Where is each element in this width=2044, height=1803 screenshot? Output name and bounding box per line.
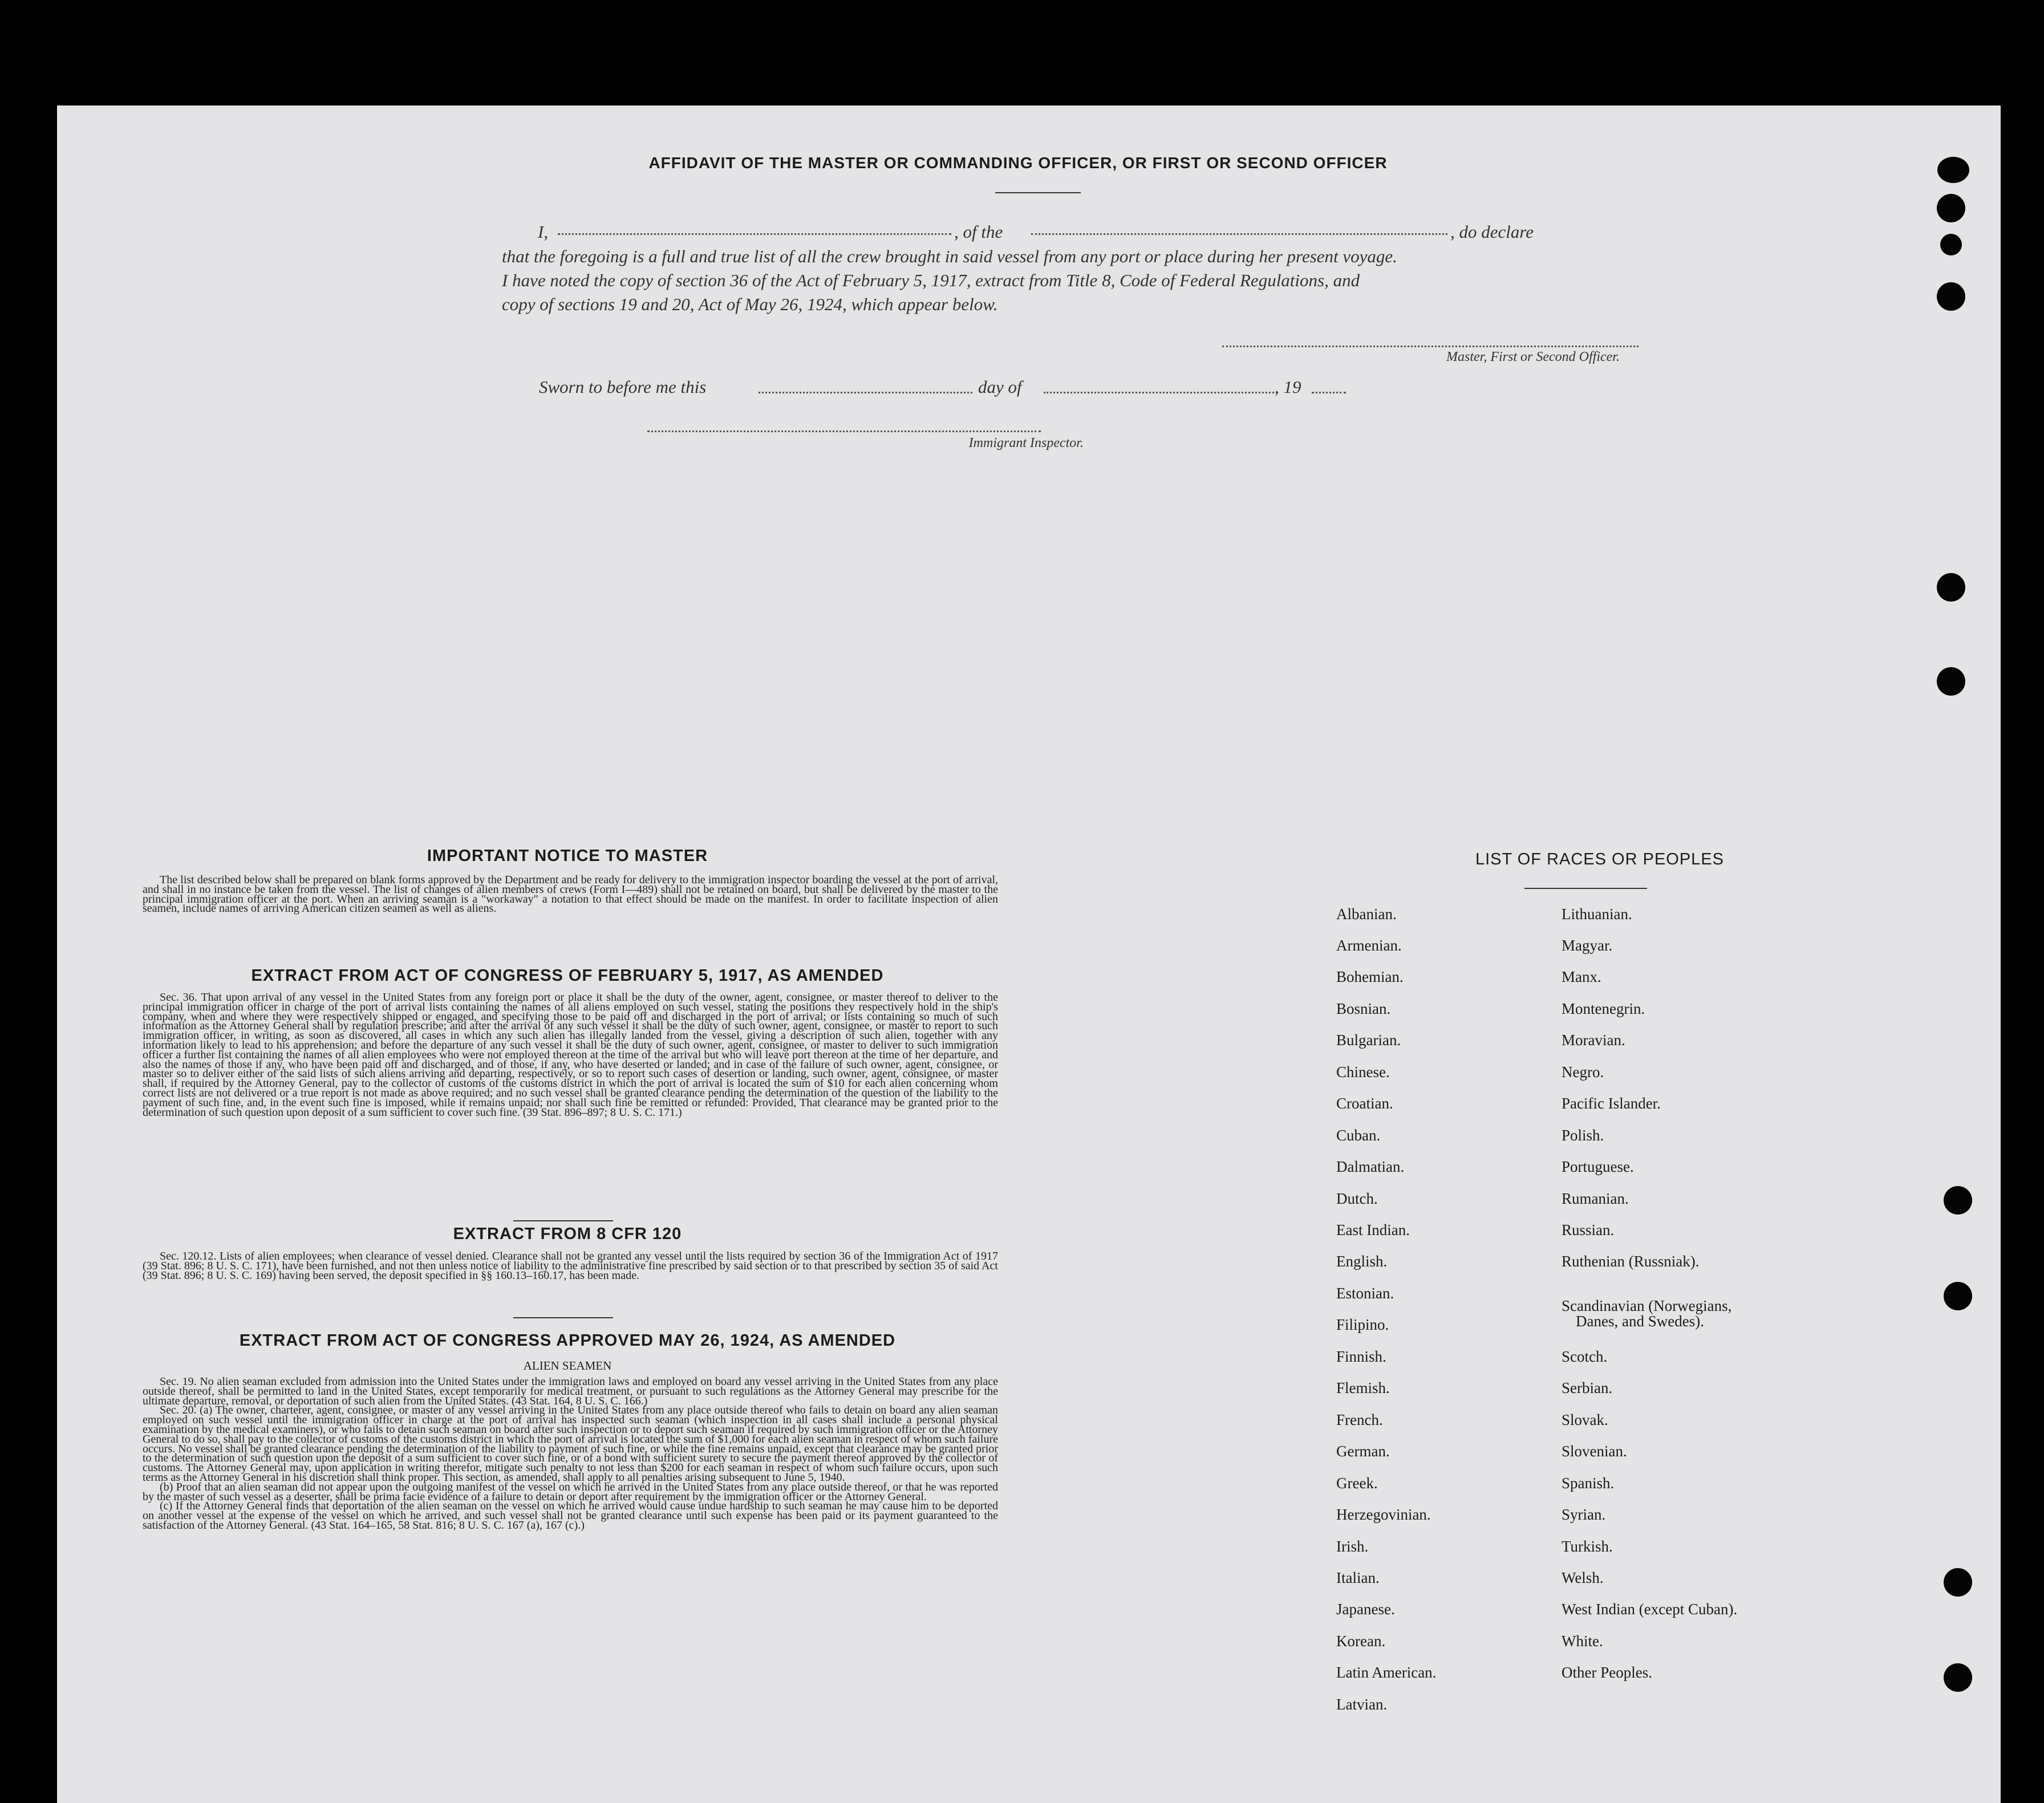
race-item: East Indian. — [1336, 1221, 1410, 1238]
section-divider — [513, 1220, 613, 1221]
race-item: Bohemian. — [1336, 968, 1404, 985]
of-the-label: , of the — [954, 222, 1003, 242]
punch-hole — [1937, 157, 1969, 183]
race-item: Italian. — [1336, 1569, 1380, 1586]
race-item: German. — [1336, 1443, 1390, 1460]
punch-hole — [1944, 1663, 1972, 1692]
extract-1917-body — [143, 993, 998, 1117]
sworn-line — [539, 375, 1406, 399]
section-20c-paragraph: (c) If the Attorney General finds that deportation of the alien seaman on the vessel on which he arrived would cause undue hardship to such seaman he may cause him to be deported on another vessel at the expense of the vessel on which he arrived, and such vessel shall not be granted clearance until such expense has been paid or its payment guaranteed to the satisfaction of the Attorney General. (43 Stat. 164–165, 58 Stat. 816; 8 U. S. C. 167 (a), 167 (c).) — [143, 1500, 998, 1532]
year-prefix-label: , 19 — [1275, 377, 1301, 397]
punch-hole — [1940, 234, 1962, 255]
race-item: Ruthenian (Russniak). — [1562, 1253, 1700, 1270]
notice-paragraph: The list described below shall be prepared on blank forms approved by the Department and be ready for delivery to the immigration inspector boarding the vessel at the port of arrival, and shall in no instance be taken from the vessel. The list of changes of alien members of crews (Form I—489) shall not be retained on board, but shall be delivered by the master to the principal immigration officer at the port. When an arriving seaman is a "workaway" a notation to that effect should be made on the manifest. In order to facilitate inspection of alien seamen, include names of arriving American citizen seamen as well as aliens. — [143, 874, 998, 915]
race-item: Albanian. — [1336, 905, 1397, 923]
day-of-label: day of — [978, 377, 1022, 397]
race-item: Slovenian. — [1562, 1443, 1627, 1460]
race-item: Bosnian. — [1336, 1000, 1391, 1017]
extract-1924-title: EXTRACT FROM ACT OF CONGRESS APPROVED MAY 26, 1924, AS AMENDED — [239, 1331, 896, 1350]
section-20a-paragraph: Sec. 20. (a) The owner, charterer, agent, consignee, or master of any vessel arriving in the United States from any place outside thereof who fails to detain on board any alien seaman employed on such vessel until the immigration officer in charge at the port of arrival has inspected such seaman (which inspection in all cases shall include a personal physical examination by the medical examiners), or who fails to detain such seaman on board after such inspection or to deport such seaman if required by such immigration officer or the Attorney General to do so, shall pay to the collector of customs of the customs district in which the port of arrival is located the sum of $1,000 for each alien seaman in respect of whom such failure occurs. No vessel shall be granted clearance pending the determination of the liability to payment of such fine, or while the fine remains unpaid, except that clearance may be granted prior to the determination of such question upon the deposit of a sum sufficient to cover such fine, or of a bond with sufficient surety to secure the payment thereof approved by the collector of customs. The Attorney General may, upon application in writing therefor, mitigate such penalty to not less than $200 for each seaman in respect of whom such failure occurs, upon such terms as the Attorney General in his discretion shall think proper. This section, as amended, shall apply to all penalties arising subsequent to June 5, 1940. — [143, 1404, 998, 1484]
affidavit-title: AFFIDAVIT OF THE MASTER OR COMMANDING OFFICER, OR FIRST OR SECOND OFFICER — [648, 154, 1388, 172]
punch-hole — [1937, 667, 1965, 696]
notice-title: IMPORTANT NOTICE TO MASTER — [427, 847, 708, 865]
race-item: Pacific Islander. — [1562, 1095, 1661, 1112]
race-item: Finnish. — [1336, 1348, 1386, 1365]
race-item: Dalmatian. — [1336, 1158, 1405, 1175]
race-item: Russian. — [1562, 1221, 1615, 1238]
vessel-name-field[interactable] — [1031, 233, 1447, 235]
section-divider — [513, 1317, 613, 1318]
race-item: Dutch. — [1336, 1190, 1378, 1207]
race-item: Negro. — [1562, 1063, 1604, 1081]
extract-1917-title: EXTRACT FROM ACT OF CONGRESS OF FEBRUARY 5, 1917, AS AMENDED — [251, 967, 884, 985]
punch-hole — [1937, 282, 1965, 311]
race-item: Filipino. — [1336, 1316, 1389, 1333]
race-item: Portuguese. — [1562, 1158, 1634, 1175]
race-item: Latin American. — [1336, 1664, 1437, 1681]
race-item: Welsh. — [1562, 1569, 1604, 1586]
section-36-paragraph: Sec. 36. That upon arrival of any vessel in the United States from any foreign port or place it shall be the duty of the owner, agent, consignee, or master thereof to deliver to the principal immigration officer in charge of the port of arrival lists containing the names of all aliens employed on such vessel, stating the positions they respectively hold in the ship's company, when and where they were respectively shipped or engaged, and specifying those to be paid off and discharged in the port of arrival; or lists containing so much of such information as the Attorney General shall by regulation prescribe; and after the arrival of any such vessel it shall be the duty of such owner, agent, consignee, or master to report to such immigration officer, in writing, as soon as discovered, all cases in which any such alien has illegally landed from the vessel, giving a description of such alien, together with any information likely to lead to his apprehension; and before the departure of any such vessel it shall be the duty of such owner, agent, consignee, or master to deliver to such immigration officer a further list containing the names of all alien employees who were not employed thereon at the time of the arrival but who will leave port thereon at the time of her departure, and also the names of those if any, who have been paid off and discharged, and of those, if any, who have deserted or landed; and in case of the failure of such owner, agent, consignee, or master so to deliver either of the said lists of such aliens arriving and departing, respectively, or so to report such cases of desertion or landing, such owner, agent, consignee, or master shall, if required by the Attorney General, pay to the collector of customs of the customs district in which the port of arrival is located the sum of $10 for each alien concerning whom correct lists are not delivered or a true report is not made as above required; and no such vessel shall be granted clearance pending the determination of the question of the liability to the payment of such fine, and, in the event such fine is imposed, while it remains unpaid; nor shall such fine be remitted or refunded: Provided, That clearance may be granted prior to the determination of such question upon deposit of a sum sufficient to cover such fine. (39 Stat. 896–897; 8 U. S. C. 171.) — [143, 991, 998, 1119]
race-item: Korean. — [1336, 1633, 1386, 1650]
race-item: Herzegovinian. — [1336, 1506, 1431, 1523]
race-item: Chinese. — [1336, 1063, 1390, 1081]
race-item: West Indian (except Cuban). — [1562, 1601, 1738, 1618]
race-item: Croatian. — [1336, 1095, 1393, 1112]
declarant-prefix: I, — [538, 222, 549, 242]
race-item: Estonian. — [1336, 1285, 1394, 1302]
affidavit-title-rule — [995, 192, 1081, 193]
race-item: Bulgarian. — [1336, 1032, 1401, 1049]
race-item: Slovak. — [1562, 1411, 1608, 1428]
section-20b-paragraph: (b) Proof that an alien seaman did not appear upon the outgoing manifest of the vessel on which he arrived in the United States from any place outside thereof, or that he was reported by the master of such vessel as a deserter, shall be prima facie evidence of a failure to detain or deport after requirement by the immigration officer or the Attorney General. — [143, 1480, 998, 1503]
inspector-signature-label: Immigrant Inspector. — [968, 436, 1084, 450]
affidavit-line2: that the foregoing is a full and true list of all the crew brought in said vessel from any port or place during her present voyage. — [502, 246, 1397, 266]
race-item: Flemish. — [1336, 1379, 1390, 1396]
declarant-name-field[interactable] — [558, 233, 951, 235]
officer-signature-label: Master, First or Second Officer. — [1446, 350, 1620, 364]
race-item: Irish. — [1336, 1538, 1369, 1555]
extract-cfr-body — [143, 1252, 998, 1280]
sworn-day-field[interactable] — [759, 392, 972, 393]
race-item: Serbian. — [1562, 1379, 1613, 1396]
race-item: Moravian. — [1562, 1032, 1625, 1049]
races-title: LIST OF RACES OR PEOPLES — [1475, 850, 1725, 868]
race-item: Scandinavian (Norwegians, — [1562, 1297, 1732, 1314]
race-item: Rumanian. — [1562, 1190, 1629, 1207]
extract-1924-subtitle: ALIEN SEAMEN — [523, 1359, 612, 1372]
race-item: Japanese. — [1336, 1601, 1395, 1618]
race-item: Syrian. — [1562, 1506, 1606, 1523]
race-item: Armenian. — [1336, 937, 1402, 954]
section-120-paragraph: Sec. 120.12. Lists of alien employees; when clearance of vessel denied. Clearance shall not be granted any vessel until the lists required by section 36 of the Immigration Act of 1917 (39 Stat. 896; 8 U. S. C. 171), have been furnished, and not then unless notice of liability to the administrative fine prescribed by said section or to that prescribed by section 35 of said Act (39 Stat. 896; 8 U. S. C. 169) having been served, the deposit specified in §§ 160.13–160.17, has been made. — [143, 1250, 998, 1282]
race-item: Scotch. — [1562, 1348, 1608, 1365]
race-item: Polish. — [1562, 1127, 1604, 1144]
race-item: Manx. — [1562, 968, 1601, 985]
race-item: Other Peoples. — [1562, 1664, 1652, 1681]
sworn-label: Sworn to before me this — [539, 377, 707, 397]
section-19-paragraph: Sec. 19. No alien seaman excluded from admission into the United States under the immigration laws and employed on board any vessel arriving in the United States from any place outside thereof, shall be permitted to land in the United States, except temporarily for medical treatment, or pursuant to such regulations as the Attorney General may prescribe for the ultimate departure, removal, or deportation of such alien from the United States. (43 Stat. 164, 8 U. S. C. 166.) — [143, 1375, 998, 1407]
inspector-signature-field[interactable] — [647, 431, 1041, 432]
affidavit-line1 — [538, 220, 1639, 244]
extract-1924-body — [143, 1377, 998, 1530]
affidavit-line3: I have noted the copy of section 36 of the Act of February 5, 1917, extract from Title 8, Code of Federal Regulations, and — [502, 270, 1360, 290]
race-item: Spanish. — [1562, 1475, 1615, 1492]
race-item: Greek. — [1336, 1475, 1378, 1492]
race-item: French. — [1336, 1411, 1383, 1428]
notice-body — [143, 875, 998, 913]
race-item: English. — [1336, 1253, 1388, 1270]
document-page — [57, 105, 2001, 1803]
race-item: Lithuanian. — [1562, 905, 1632, 923]
extract-cfr-title: EXTRACT FROM 8 CFR 120 — [453, 1225, 682, 1243]
punch-hole — [1937, 194, 1965, 222]
punch-hole — [1944, 1568, 1972, 1597]
sworn-month-field[interactable] — [1044, 392, 1278, 393]
punch-hole — [1937, 573, 1965, 602]
race-item: Montenegrin. — [1562, 1000, 1645, 1017]
punch-hole — [1944, 1282, 1972, 1310]
race-item: Magyar. — [1562, 937, 1613, 954]
punch-hole — [1944, 1186, 1972, 1215]
race-item: Danes, and Swedes). — [1576, 1313, 1704, 1330]
race-item: White. — [1562, 1633, 1603, 1650]
sworn-year-field[interactable] — [1312, 392, 1346, 393]
races-title-rule — [1524, 888, 1647, 889]
do-declare-label: , do declare — [1450, 222, 1534, 242]
race-item: Latvian. — [1336, 1696, 1388, 1713]
affidavit-line4: copy of sections 19 and 20, Act of May 26, 1924, which appear below. — [502, 294, 998, 314]
race-item: Turkish. — [1562, 1538, 1613, 1555]
race-item: Cuban. — [1336, 1127, 1381, 1144]
